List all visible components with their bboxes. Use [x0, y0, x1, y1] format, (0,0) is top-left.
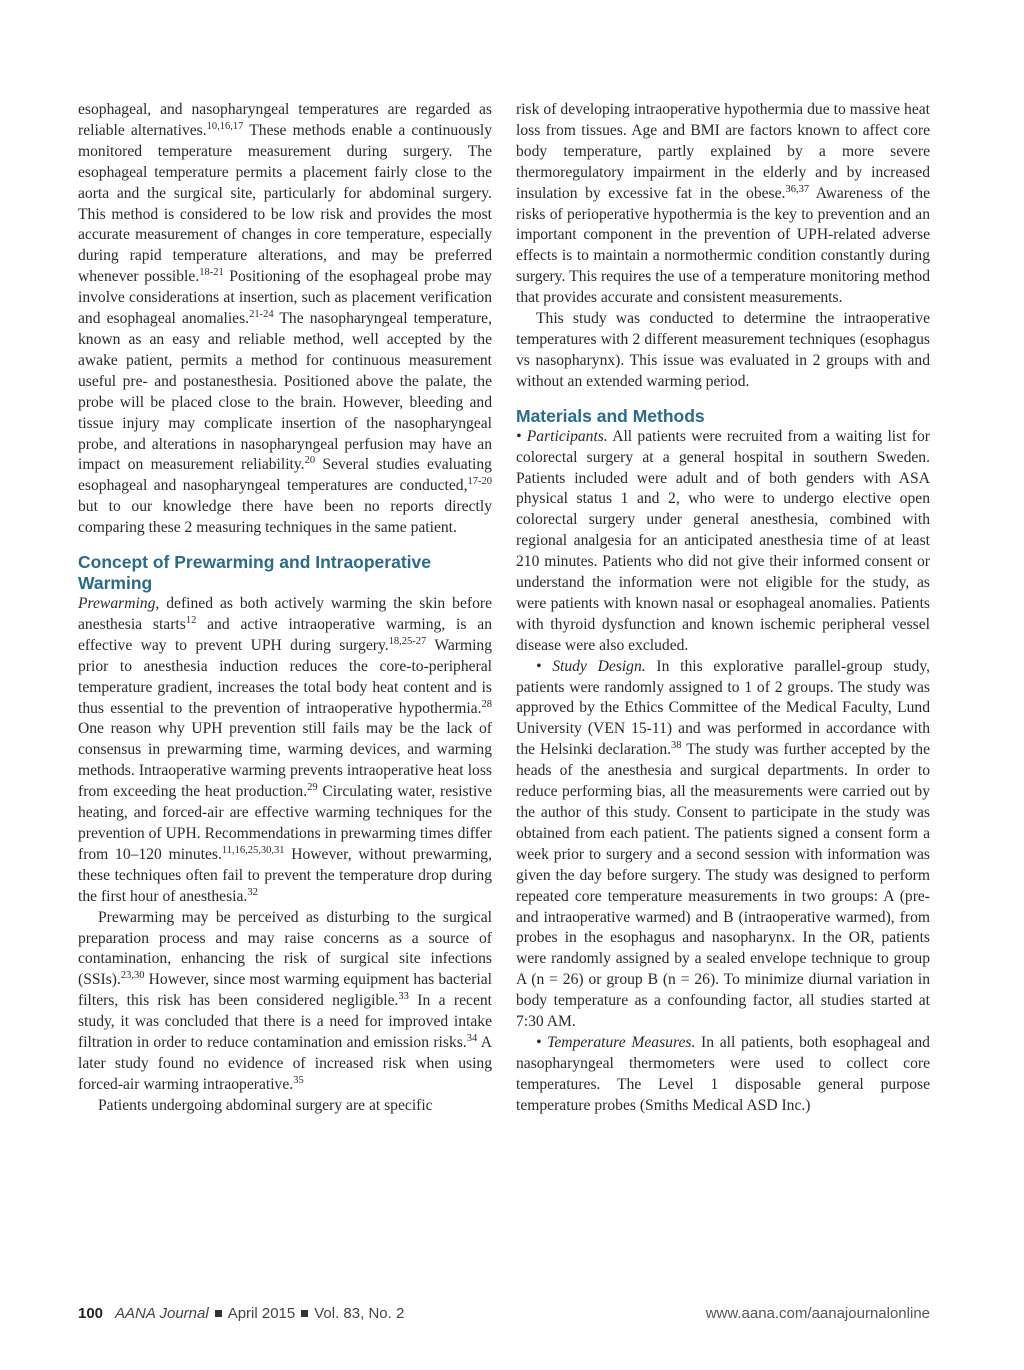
section-heading-methods: Materials and Methods [516, 405, 705, 426]
paragraph-contamination: Prewarming may be perceived as disturbing to the surgical preparation process and may raise concerns as a source of contamination, enhancing the risk of surgical site infections (SSIs).$^{23,30}$ However, since most warming equipment has bacterial filters, this risk has been considered negligible.$^{33}$ In a recent study, it was concluded that there is a need for improved intake filtration in order to reduce contamination and emission risks.$^{34}$ A later study found no evidence of increased risk when using forced-air warming intraoperative.$^{35}$ [78, 908, 492, 1093]
paragraph-abdominal-surgery: Patients undergoing abdominal surgery are at specific [98, 1096, 433, 1114]
square-separator-icon [215, 1310, 222, 1317]
label-temperature-measures: • Temperature Measures. [536, 1033, 696, 1051]
paragraph-temperature-methods: esophageal, and nasopharyngeal temperatures are regarded as reliable alternatives.$^{10,16,17}$ These methods enable a continuously monitored temperature measurement during surgery. The esophageal temperature permits a placement fairly close to the aorta and the surgical site, particularly for abdominal surgery. This method is considered to be low risk and provides the most accurate measurement of changes in core temperature, especially during rapid temperature alterations, and may be preferred whenever possible.$^{18-21}$ Positioning of the esophageal probe may involve considerations at insertion, such as placement verification and esophageal anomalies.$^{21-24}$ The nasopharyngeal temperature, known as an easy and reliable method, well accepted by the awake patient, permits a method for continuous measurement useful pre- and postanesthesia. Positioned above the palate, the probe will be placed close to the brain. However, bleeding and tissue injury may complicate insertion of the nasopharyngeal probe, and alterations in nasopharyngeal perfusion may have an impact on measurement reliability.$^{20}$ Several studies evaluating esophageal and nasopharyngeal temperatures are conducted,$^{17-20}$ but to our knowledge there have been no reports directly comparing these 2 measuring techniques in the same patient. [78, 101, 493, 537]
paragraph-study-aim: This study was conducted to determine the intraoperative temperatures with 2 different measurement techniques (esophagus vs nasopharynx). This issue was evaluated in 2 groups with and without an extended warming period. [516, 310, 930, 390]
paragraph-hypothermia-risk: risk of developing intraoperative hypothermia due to massive heat loss from tissues. Age and BMI are factors known to affect core body temperature, partly explained by a more severe thermoregulatory impairment in the elderly and by increased insulation by excessive fat in the obese.$^{36,37}$ Awareness of the risks of perioperative hypothermia is the key to prevention and an important component in the prevention of UPH-related adverse effects is to maintain a normothermic condition constantly during surgery. This requires the use of a temperature monitoring method that provides accurate and consistent measurements. [516, 101, 930, 307]
journal-url[interactable]: www.aana.com/aanajournalonline [705, 1305, 930, 1322]
volume-issue: Vol. 83, No. 2 [314, 1305, 405, 1322]
label-study-design: • Study Design. [536, 657, 646, 675]
square-separator-icon [301, 1310, 308, 1317]
paragraph-prewarming-definition: Prewarming, defined as both actively warming the skin before anesthesia starts$^{12}$ and active intraoperative warming, is an effective way to prevent UPH during surgery.$^{18,25-27}$ Warming prior to anesthesia induction reduces the core-to-peripheral temperature gradient, increases the total body heat content and is thus essential to the prevention of intraoperative hypothermia.$^{28}$ One reason why UPH prevention still fails may be the lack of consensus in prewarming time, warming devices, and warming methods. Intraoperative warming prevents intraoperative heat loss from exceeding the heat production.$^{29}$ Circulating water, resistive heating, and forced-air are effective warming techniques for the prevention of UPH. Recommendations in prewarming times differ from 10–120 minutes.$^{11,16,25,30,31}$ However, without prewarming, these techniques often fail to prevent the temperature drop during the first hour of anesthesia.$^{32}$ [78, 595, 492, 905]
journal-name: AANA Journal [115, 1305, 209, 1322]
label-participants: • Participants. [516, 427, 608, 445]
right-column [516, 100, 930, 1117]
left-column [78, 100, 492, 1117]
paragraph-temperature-measures: • Temperature Measures. In all patients, both esophageal and nasopharyngeal thermometers were used to collect core temperatures. The Level 1 disposable general purpose temperature probes (Smiths Medical ASD Inc.) [516, 1033, 930, 1114]
footer-citation [78, 1305, 404, 1322]
issue-date: April 2015 [227, 1305, 296, 1322]
page-number: 100 [78, 1305, 104, 1322]
paragraph-study-design: • Study Design. In this explorative parallel-group study, patients were randomly assigned to 1 of 2 groups. The study was approved by the Ethics Committee of the Medical Faculty, Lund University (VEN 15-11) and was performed in accordance with the Helsinki declaration.$^{38}$ The study was further accepted by the heads of the anesthesia and surgical departments. In order to reduce performing bias, all the measurements were carried out by the author of this study. Consent to participate in the study was obtained from each patient. The patients signed a consent form a week prior to surgery and a second session with information was given the day before surgery. The study was designed to perform repeated core temperature measurements in two groups: A (pre- and intraoperative warmed) and B (intraoperative warmed), from probes in the esophagus and nasopharynx. In the OR, patients were randomly assigned by a sealed envelope technique to group A (n = 26) or group B (n = 26). To minimize diurnal variation in body temperature as a confounding factor, all studies started at 7:30 AM. [516, 657, 930, 1031]
section-heading-prewarming: Concept of Prewarming and Intraoperative Warming [78, 552, 431, 594]
paragraph-participants: • Participants. All patients were recruited from a waiting list for colorectal surgery at a general hospital in southern Sweden. Patients included were adult and of both genders with ASA physical status 1 and 2, who were to undergo elective open colorectal surgery under general anesthesia, combined with regional analgesia for an anticipated anesthesia time of at least 210 minutes. Patients who did not give their informed consent or understand the information were not eligible for the study, as were patients with known nasal or esophageal anomalies. Patients with thyroid dysfunction and known ischemic peripheral vessel disease were also excluded. [516, 427, 930, 654]
